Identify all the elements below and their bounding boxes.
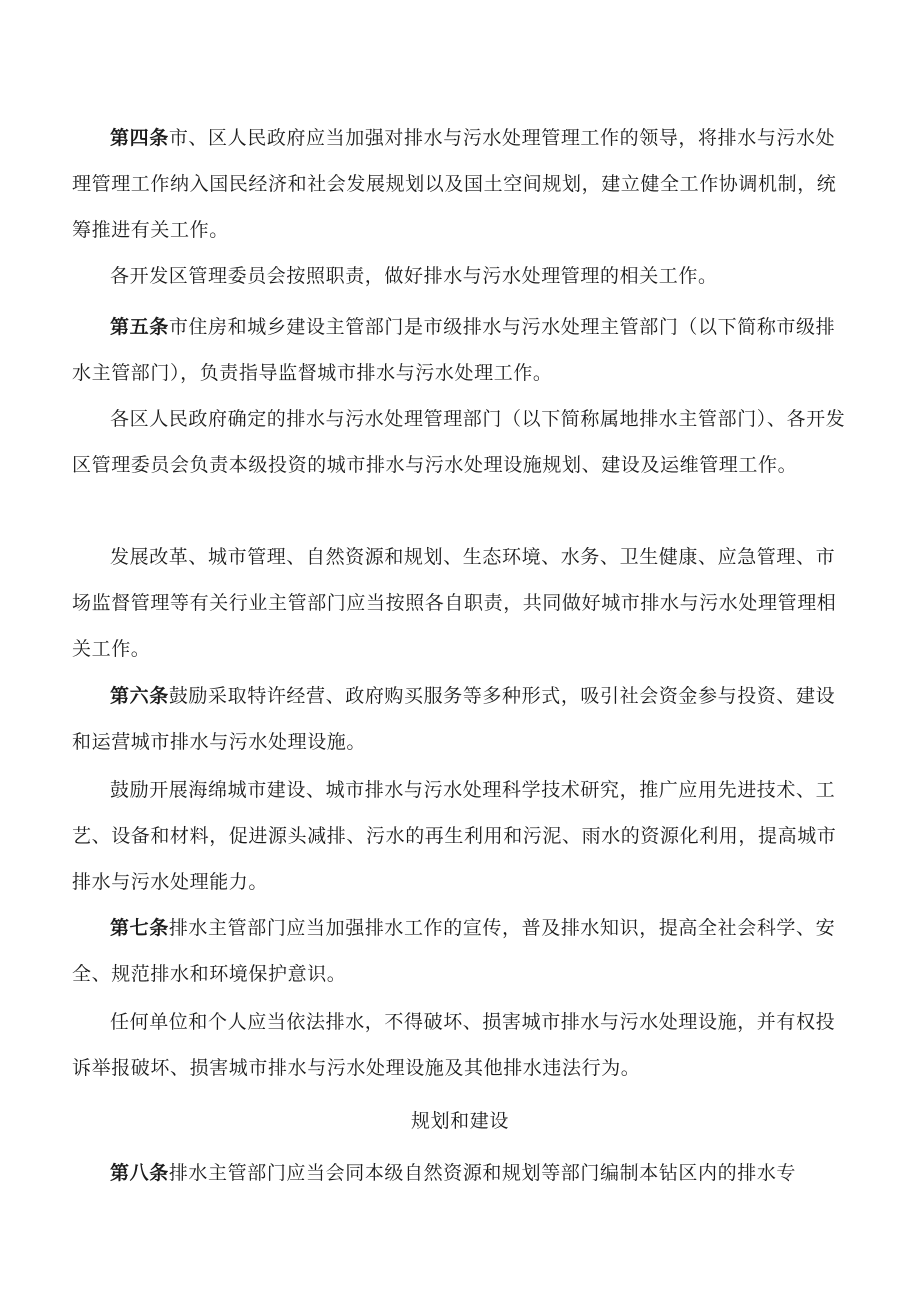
article-number: 第五条: [110, 316, 169, 338]
paragraph: [72, 534, 852, 672]
paragraph-article-5: [72, 304, 852, 396]
paragraph-text: 各开发区管理委员会按照职责，做好排水与污水处理管理的相关工作。: [110, 265, 718, 287]
paragraph-article-8: [72, 1150, 852, 1196]
paragraph-article-4: [72, 115, 852, 253]
paragraph-article-7: [72, 905, 852, 997]
paragraph-text: 排水主管部门应当会同本级自然资源和规划等部门编制本钻区内的排水专: [168, 1162, 797, 1184]
paragraph-text: 排水主管部门应当加强排水工作的宣传，普及排水知识，提高全社会科学、安全、规范排水和环境保护意识。: [72, 917, 836, 985]
section-heading: 规划和建设: [410, 1110, 509, 1132]
article-number: 第六条: [110, 685, 169, 707]
paragraph-text: 市住房和城乡建设主管部门是市级排水与污水处理主管部门（以下简称市级排水主管部门），负责指导监督城市排水与污水处理工作。: [72, 316, 836, 384]
paragraph: [72, 253, 852, 299]
paragraph-text: 鼓励开展海绵城市建设、城市排水与污水处理科学技术研究，推广应用先进技术、工艺、设备和材料，促进源头减排、污水的再生利用和污泥、雨水的资源化利用，提高城市排水与污水处理能力。: [72, 779, 837, 893]
article-number: 第四条: [110, 127, 169, 149]
paragraph-text: 市、区人民政府应当加强对排水与污水处理管理工作的领导，将排水与污水处理管理工作纳入国民经济和社会发展规划以及国土空间规划，建立健全工作协调机制，统筹推进有关工作。: [72, 127, 837, 241]
paragraph-text: 发展改革、城市管理、自然资源和规划、生态环境、水务、卫生健康、应急管理、市场监督管理等有关行业主管部门应当按照各自职责，共同做好城市排水与污水处理管理相关工作。: [72, 546, 837, 660]
paragraph-article-6: [72, 673, 852, 765]
paragraph-text: 任何单位和个人应当依法排水，不得破坏、损害城市排水与污水处理设施，并有权投诉举报破坏、损害城市排水与污水处理设施及其他排水违法行为。: [72, 1011, 836, 1079]
paragraph: [72, 396, 852, 488]
paragraph: [72, 999, 852, 1091]
article-number: 第七条: [110, 917, 169, 939]
paragraph: [72, 767, 852, 905]
article-number: 第八条: [110, 1162, 169, 1184]
paragraph-text: 鼓励采取特许经营、政府购买服务等多种形式，吸引社会资金参与投资、建设和运营城市排水与污水处理设施。: [72, 685, 836, 753]
paragraph-text: 各区人民政府确定的排水与污水处理管理部门（以下简称属地排水主管部门）、各开发区管理委员会负责本级投资的城市排水与污水处理设施规划、建设及运维管理工作。: [72, 408, 846, 476]
